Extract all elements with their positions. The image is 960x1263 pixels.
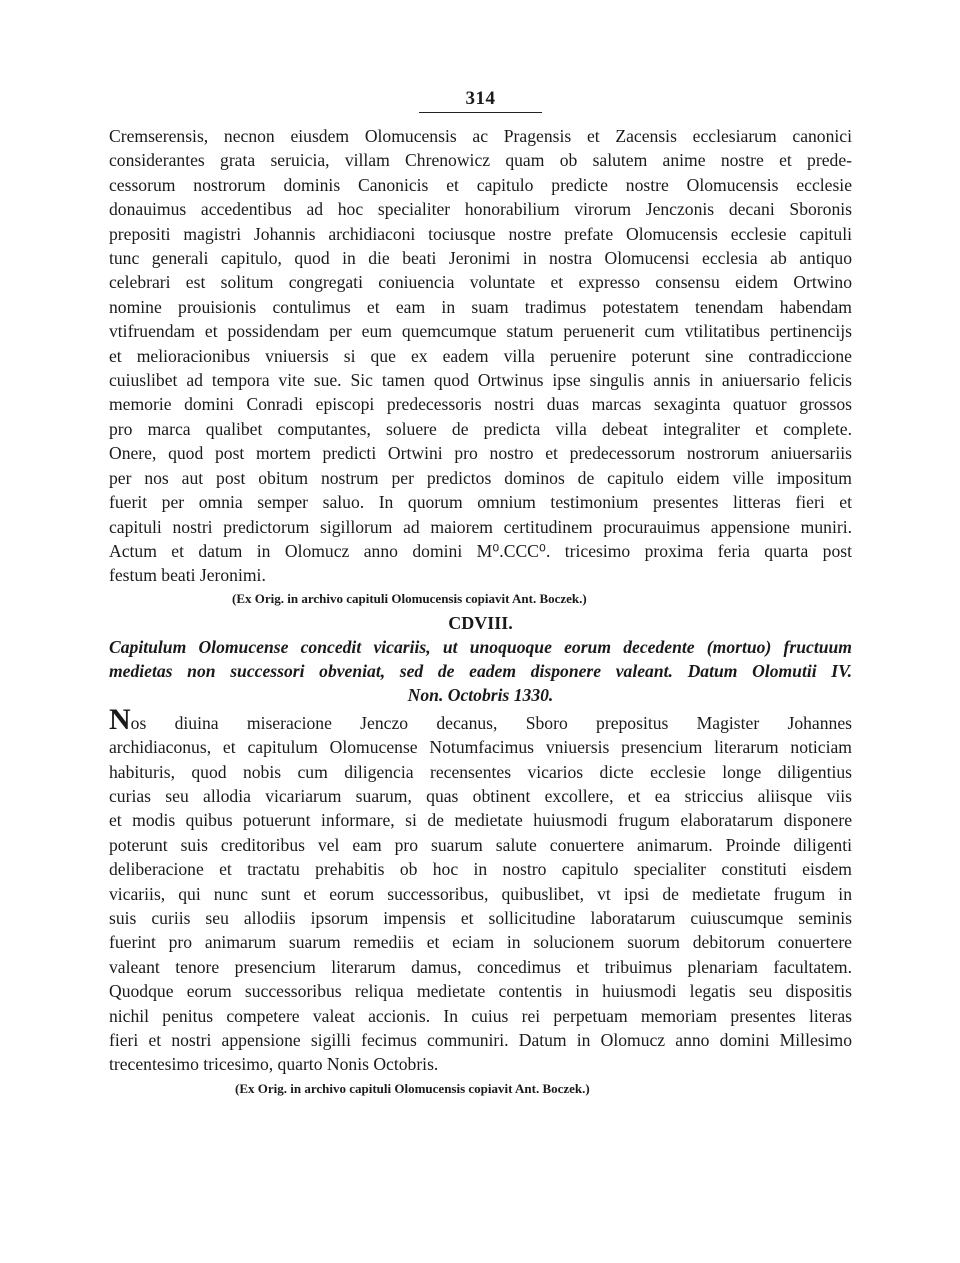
- text-line: trecentesimo tricesimo, quarto Nonis Octobris.: [109, 1054, 439, 1075]
- text-line: pro marca qualibet computantes, soluere de predicta villa debeat integraliter et complete.: [109, 418, 852, 439]
- text-line-first: [109, 702, 852, 736]
- text-line: poterunt suis creditoribus vel eam pro suarum salute conuertere animarum. Proinde diligenti: [109, 834, 852, 855]
- text-line: et modis quibus potuerunt informare, si de medietate huiusmodi frugum elaboratarum disponere: [109, 810, 852, 831]
- book-page: [109, 88, 852, 1098]
- text-line: considerantes grata seruicia, villam Chrenowicz quam ob salutem anime nostre et prede-: [109, 150, 852, 171]
- text-line: deliberacione et tractatu prehabitis ob hoc in nostro capitulo specialiter constituti eisdem: [109, 859, 852, 880]
- text-line: donauimus accedentibus ad hoc specialiter honorabilium virorum Jenczonis decani Sboronis: [109, 199, 852, 220]
- document-summary: [109, 635, 852, 707]
- text-line: cuiuslibet ad tempora vite sue. Sic tamen quod Ortwinus ipse singulis annis in aniuersario felicis: [109, 370, 852, 391]
- text-line: vicariis, qui nunc sunt et eorum successoribus, quibuslibet, vt ipsi de medietate frugum in: [109, 883, 852, 904]
- text-line: curias seu allodia vicariarum suarum, quas obtinent excollere, et ea striccius aliisque viis: [109, 785, 852, 806]
- text-line: nichil penitus competere valeat accionis. In cuius rei perpetuam memoriam presentes literas: [109, 1005, 852, 1026]
- text-line: habituris, quod nobis cum diligencia recensentes vicarios dicte ecclesie longe diligentius: [109, 761, 852, 782]
- summary-line: medietas non successori obveniat, sed de eadem disponere valeant. Datum Olomutii IV.: [109, 660, 852, 681]
- text-line: suis curiis seu allodiis ipsorum impensis et sollicitudine laboratarum cuiuscumque seminis: [109, 907, 852, 928]
- text-line: fuerit per omnia semper saluo. In quorum omnium testimonium presentes litteras fieri et: [109, 492, 852, 513]
- source-note: (Ex Orig. in archivo capituli Olomucensis copiavit Ant. Boczek.): [235, 1080, 590, 1096]
- charter-text: [109, 702, 852, 1077]
- page-number: 314: [465, 88, 496, 109]
- text-line: et melioracionibus vniuersis si que ex eadem villa peruenire poterunt sine contradiccione: [109, 345, 852, 366]
- text-line: capituli nostri predictorum sigillorum ad maiorem certitudinem procurauimus appensione muniri.: [109, 516, 852, 537]
- text-line: celebrari est solitum congregati coniuencia voluntate et expresso consensu eidem Ortwino: [109, 272, 852, 293]
- text-line: fuerint pro animarum suarum remediis et eciam in solucionem suorum debitorum conuertere: [109, 932, 852, 953]
- initial-letter: N: [109, 702, 131, 736]
- text-line: archidiaconus, et capitulum Olomucense Notumfacimus vniuersis presencium literarum noticiam: [109, 737, 852, 758]
- text-line: prepositi magistri Johannis archidiaconi tociusque nostre prefate Olomucensis ecclesie capituli: [109, 223, 852, 244]
- source-note: (Ex Orig. in archivo capituli Olomucensis copiavit Ant. Boczek.): [232, 590, 587, 606]
- text-line: tunc generali capitulo, quod in die beati Jeronimi in nostra Olomucensi ecclesia ab antiquo: [109, 248, 852, 269]
- text-line: vtifruendam et possidendam per eum quemcumque statum peruenerit cum vtilitatibus pertinencijs: [109, 321, 852, 342]
- text-line: festum beati Jeronimi.: [109, 565, 266, 586]
- text-line: memorie domini Conradi episcopi predecessoris nostri duas marcas sexaginta quatuor grossos: [109, 394, 852, 415]
- first-line-text: os diuina miseracione Jenczo decanus, Sboro prepositus Magister Johannes: [130, 712, 852, 733]
- summary-line: Capitulum Olomucense concedit vicariis, ut unoquoque eorum decedente (mortuo) fructuum: [109, 636, 852, 657]
- text-line: Actum et datum in Olomucz anno domini M⁰.CCC⁰. tricesimo proxima feria quarta post: [109, 540, 852, 561]
- document-number: CDVIII.: [448, 612, 513, 633]
- text-line: fieri et nostri appensione sigilli fecimus communiri. Datum in Olomucz anno domini Millesimo: [109, 1030, 852, 1050]
- text-line: per nos aut post obitum nostrum per predictos dominos de capitulo eidem ville impositum: [109, 467, 852, 488]
- text-line: cessorum nostrorum dominis Canonicis et capitulo predicte nostre Olomucensis ecclesie: [109, 174, 852, 195]
- text-line: Onere, quod post mortem predicti Ortwini pro nostro et predecessorum nostrorum aniuersariis: [109, 443, 852, 464]
- text-line: nomine prouisionis contulimus et eam in suam tradimus potestatem tenendam habendam: [109, 296, 852, 317]
- header-rule: [419, 112, 542, 113]
- text-line: valeant tenore presencium literarum damus, concedimus et tribuimus plenariam facultatem.: [109, 956, 852, 977]
- charter-text-continued: [109, 124, 852, 588]
- text-line: Quodque eorum successoribus reliqua medietate contentis in huiusmodi legatis seu dispositis: [109, 981, 852, 1002]
- summary-line: Non. Octobris 1330.: [407, 684, 554, 705]
- text-line: Cremserensis, necnon eiusdem Olomucensis ac Pragensis et Zacensis ecclesiarum canonici: [109, 126, 852, 146]
